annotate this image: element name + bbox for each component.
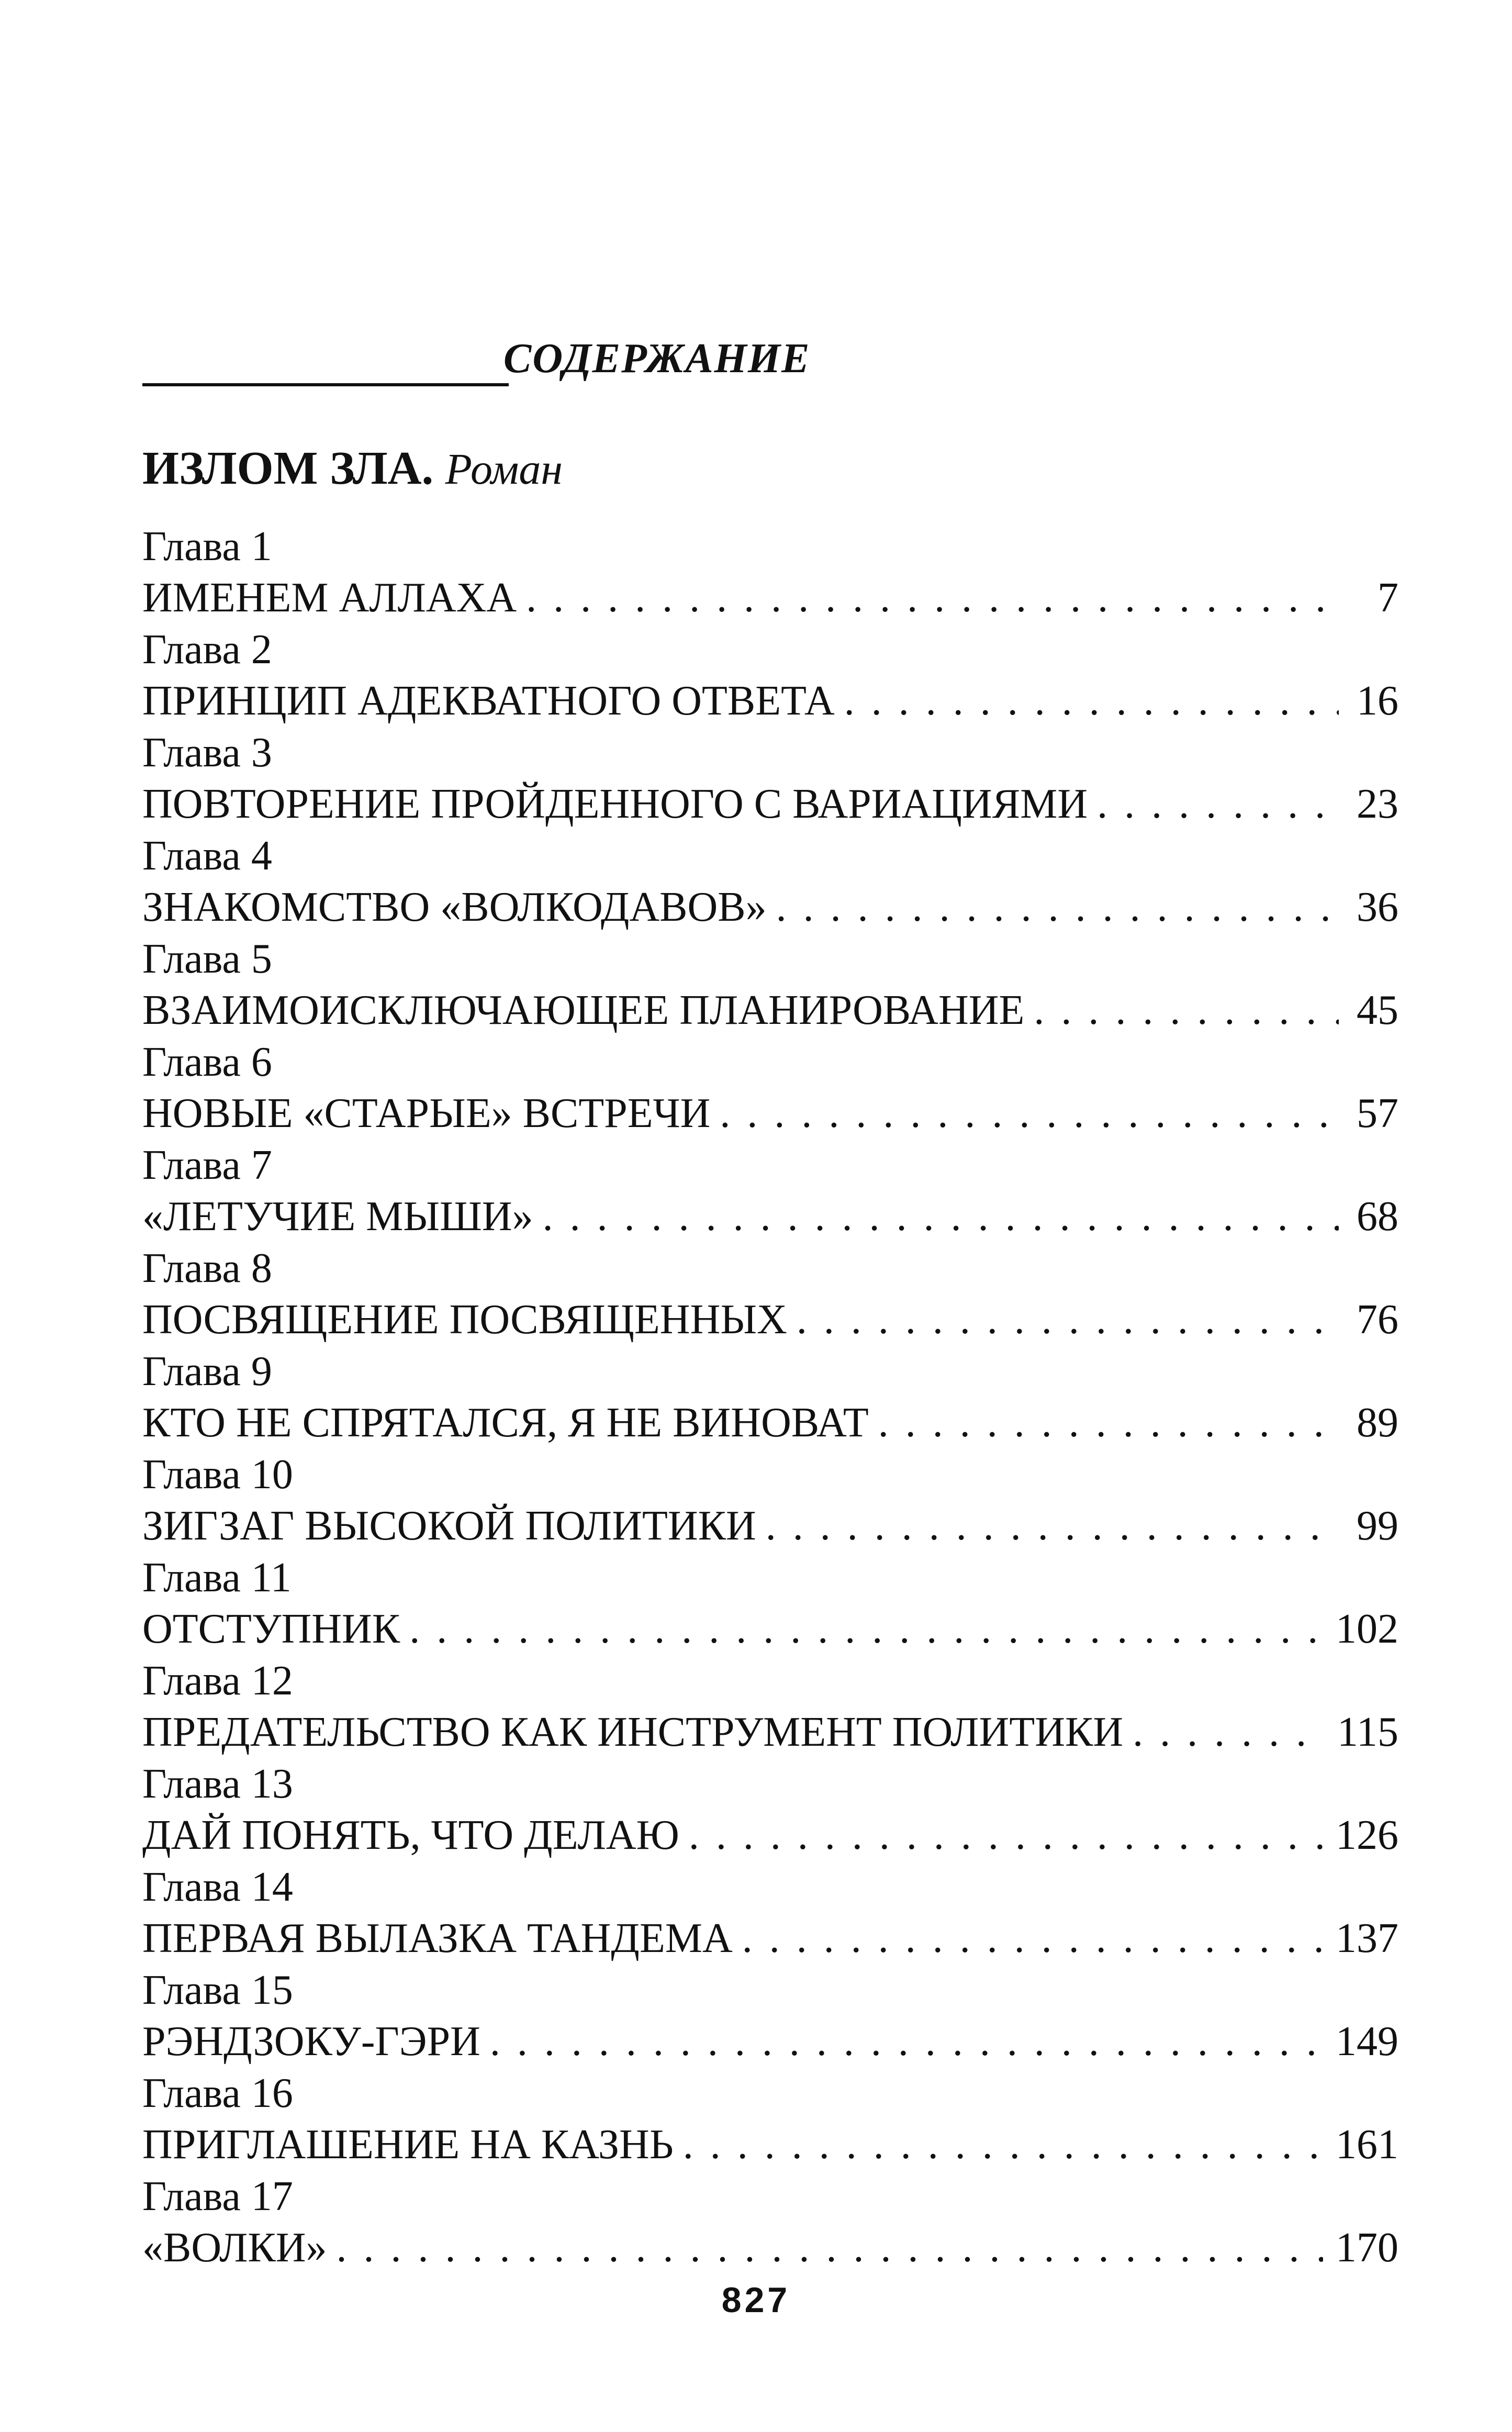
chapter-label: Глава 8 [142, 1245, 272, 1291]
toc-entry [142, 624, 1398, 727]
contents-heading-text: СОДЕРЖАНИЕ [503, 336, 811, 382]
toc-entry [142, 1552, 1398, 1655]
chapter-line [142, 1088, 1398, 1140]
chapter-line [142, 1913, 1398, 1965]
page-number: 827 [721, 2280, 791, 2320]
toc-entry [142, 1449, 1398, 1552]
toc-entry [142, 1655, 1398, 1758]
dot-leader [878, 1397, 1339, 1449]
toc-entry [142, 830, 1398, 933]
chapter-line [142, 985, 1398, 1036]
toc-entry [142, 1861, 1398, 1965]
heading-rule [142, 383, 509, 386]
chapter-title: ВЗАИМОИСКЛЮЧАЮЩЕЕ ПЛАНИРОВАНИЕ [142, 987, 1025, 1033]
toc-entry [142, 521, 1398, 624]
toc-entry [142, 727, 1398, 830]
chapter-page-number: 126 [1336, 1812, 1398, 1858]
chapter-title: ЗНАКОМСТВО «ВОЛКОДАВОВ» [142, 884, 767, 930]
toc-entry [142, 2171, 1398, 2274]
chapter-label: Глава 10 [142, 1452, 293, 1498]
chapter-label: Глава 13 [142, 1761, 293, 1807]
chapter-line [142, 1397, 1398, 1449]
chapter-page-number: 115 [1337, 1709, 1398, 1755]
chapter-label: Глава 7 [142, 1142, 272, 1188]
chapter-line [142, 1810, 1398, 1861]
chapter-page-number: 16 [1357, 678, 1398, 724]
toc-entry [142, 1346, 1398, 1449]
chapter-page-number: 76 [1357, 1297, 1398, 1343]
chapter-page-number: 36 [1357, 884, 1398, 930]
toc-entry [142, 1036, 1398, 1140]
dot-leader [776, 882, 1339, 933]
toc-entry [142, 1965, 1398, 2068]
chapter-page-number: 57 [1357, 1090, 1398, 1136]
toc-entry [142, 933, 1398, 1036]
dot-leader [543, 1191, 1339, 1243]
chapter-page-number: 89 [1357, 1400, 1398, 1446]
chapter-page-number: 170 [1336, 2225, 1398, 2271]
dot-leader [742, 1913, 1323, 1965]
chapter-page-number: 7 [1377, 575, 1398, 621]
chapter-page-number: 102 [1336, 1606, 1398, 1652]
dot-leader [689, 1810, 1323, 1861]
chapter-label: Глава 2 [142, 627, 272, 673]
chapter-page-number: 68 [1357, 1193, 1398, 1240]
chapter-page-number: 137 [1336, 1915, 1398, 1961]
chapter-title: ДАЙ ПОНЯТЬ, ЧТО ДЕЛАЮ [142, 1812, 679, 1858]
toc-entry [142, 1140, 1398, 1243]
chapter-label: Глава 6 [142, 1039, 272, 1085]
chapter-page-number: 23 [1357, 781, 1398, 827]
chapter-page-number: 99 [1357, 1503, 1398, 1549]
dot-leader [526, 572, 1339, 624]
chapter-title: РЭНДЗОКУ-ГЭРИ [142, 2018, 480, 2065]
dot-leader [844, 675, 1339, 727]
chapter-line [142, 1603, 1398, 1655]
dot-leader [1034, 985, 1339, 1036]
chapter-label: Глава 17 [142, 2173, 293, 2219]
chapter-line [142, 2119, 1398, 2171]
dot-leader [766, 1500, 1339, 1552]
chapter-title: «ЛЕТУЧИЕ МЫШИ» [142, 1193, 533, 1240]
chapter-label: Глава 16 [142, 2070, 293, 2116]
book-title-name: ИЗЛОМ ЗЛА. [142, 442, 434, 494]
chapter-line [142, 1500, 1398, 1552]
dot-leader [490, 2016, 1323, 2068]
book-title-kind: Роман [445, 445, 563, 494]
chapter-line [142, 1191, 1398, 1243]
chapter-title: ПРИНЦИП АДЕКВАТНОГО ОТВЕТА [142, 678, 835, 724]
chapter-line [142, 1706, 1398, 1758]
book-title [142, 440, 563, 498]
dot-leader [797, 1294, 1339, 1346]
chapter-page-number: 161 [1336, 2122, 1398, 2168]
chapter-label: Глава 11 [142, 1555, 292, 1601]
chapter-title: НОВЫЕ «СТАРЫЕ» ВСТРЕЧИ [142, 1090, 711, 1136]
chapter-title: ПОВТОРЕНИЕ ПРОЙДЕННОГО С ВАРИАЦИЯМИ [142, 781, 1088, 827]
chapter-title: ЗИГЗАГ ВЫСОКОЙ ПОЛИТИКИ [142, 1503, 756, 1549]
chapter-line [142, 778, 1398, 830]
chapter-title: ПЕРВАЯ ВЫЛАЗКА ТАНДЕМА [142, 1915, 733, 1961]
chapter-line [142, 882, 1398, 933]
chapter-line [142, 2016, 1398, 2068]
toc-entry [142, 1243, 1398, 1346]
chapter-line [142, 572, 1398, 624]
chapter-title: КТО НЕ СПРЯТАЛСЯ, Я НЕ ВИНОВАТ [142, 1400, 869, 1446]
chapter-title: ПРИГЛАШЕНИЕ НА КАЗНЬ [142, 2122, 674, 2168]
chapter-label: Глава 4 [142, 833, 272, 879]
dot-leader [1097, 778, 1339, 830]
dot-leader [1133, 1706, 1325, 1758]
dot-leader [683, 2119, 1323, 2171]
dot-leader [720, 1088, 1339, 1140]
chapter-label: Глава 15 [142, 1967, 293, 2013]
chapter-line [142, 2222, 1398, 2274]
chapter-title: ОТСТУПНИК [142, 1606, 400, 1652]
toc-entry [142, 1758, 1398, 1861]
chapter-label: Глава 1 [142, 523, 272, 570]
chapter-title: ПОСВЯЩЕНИЕ ПОСВЯЩЕННЫХ [142, 1297, 787, 1343]
dot-leader [337, 2222, 1323, 2274]
toc-entry [142, 2068, 1398, 2171]
chapter-label: Глава 5 [142, 936, 272, 982]
dot-leader [409, 1603, 1323, 1655]
contents-heading [142, 335, 811, 393]
chapter-page-number: 149 [1336, 2018, 1398, 2065]
chapter-title: ПРЕДАТЕЛЬСТВО КАК ИНСТРУМЕНТ ПОЛИТИКИ [142, 1709, 1124, 1755]
chapter-line [142, 675, 1398, 727]
chapter-label: Глава 9 [142, 1348, 272, 1395]
table-of-contents [142, 521, 1398, 2274]
chapter-label: Глава 3 [142, 730, 272, 776]
chapter-label: Глава 14 [142, 1864, 293, 1910]
chapter-title: «ВОЛКИ» [142, 2225, 327, 2271]
chapter-title: ИМЕНЕМ АЛЛАХА [142, 575, 517, 621]
chapter-page-number: 45 [1357, 987, 1398, 1033]
chapter-label: Глава 12 [142, 1658, 293, 1704]
chapter-line [142, 1294, 1398, 1346]
